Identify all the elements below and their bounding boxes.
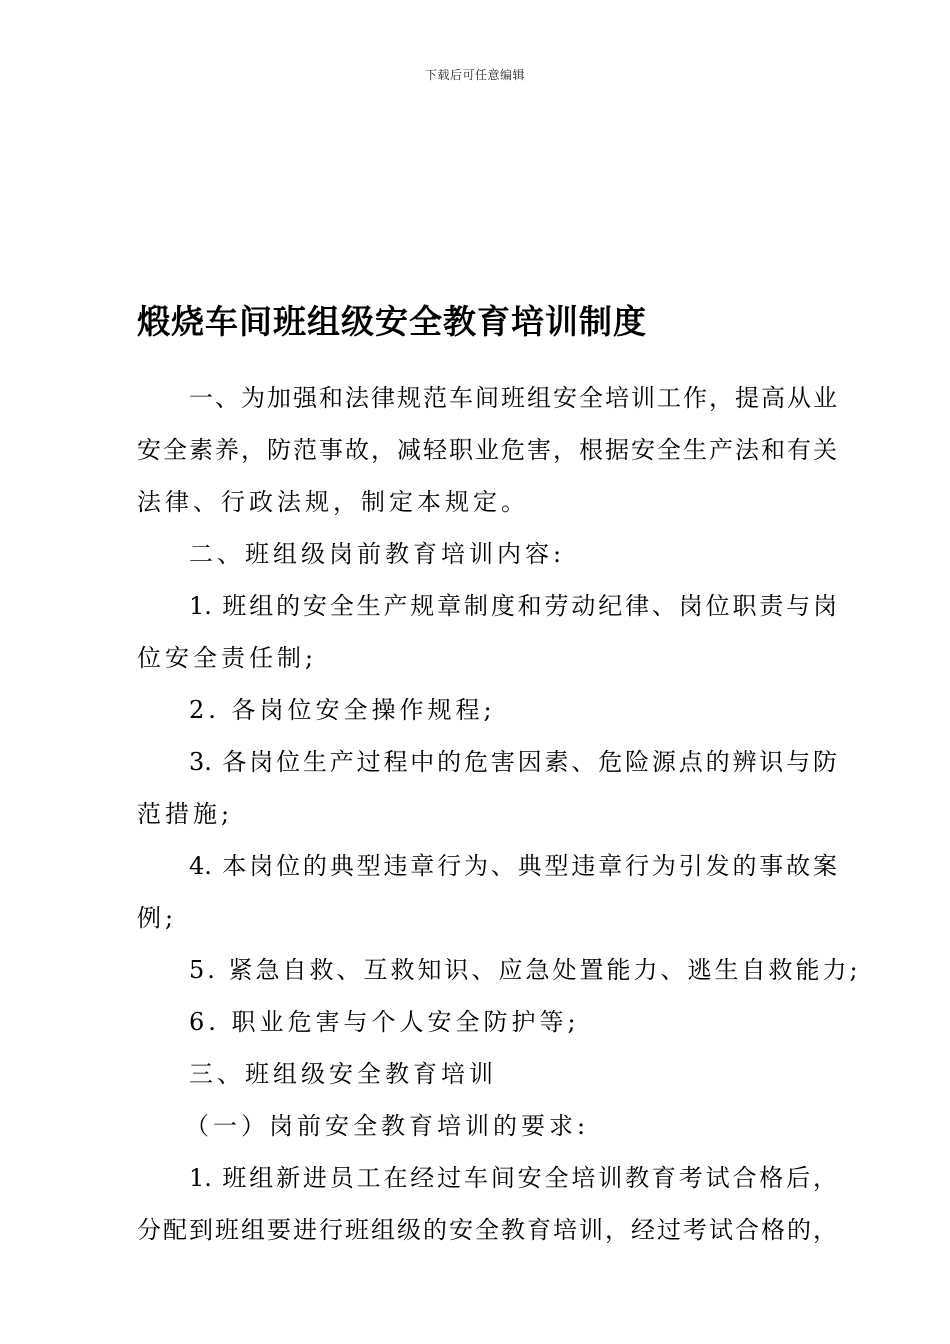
section-heading: 三、班组级安全教育培训 bbox=[189, 1060, 497, 1088]
list-item: 1. 班组新进员工在经过车间安全培训教育考试合格后， bbox=[189, 1164, 837, 1192]
paragraph-line: 一、为加强和法律规范车间班组安全培训工作，提高从业 bbox=[189, 384, 837, 412]
list-item-continuation: 位安全责任制; bbox=[137, 644, 318, 672]
list-item: 5. 紧急自救、互救知识、应急处置能力、逃生自救能力; bbox=[189, 956, 861, 984]
list-item-continuation: 例; bbox=[137, 904, 178, 932]
list-item-continuation: 范措施; bbox=[137, 800, 234, 828]
list-item-continuation: 分配到班组要进行班组级的安全教育培训，经过考试合格的， bbox=[137, 1216, 837, 1244]
document-body bbox=[137, 376, 861, 1260]
subsection-heading: （一）岗前安全教育培训的要求: bbox=[185, 1112, 590, 1140]
list-item: 2. 各岗位安全操作规程; bbox=[189, 696, 496, 724]
list-item: 1. 班组的安全生产规章制度和劳动纪律、岗位职责与岗 bbox=[189, 592, 837, 620]
section-heading: 二、班组级岗前教育培训内容: bbox=[189, 540, 566, 568]
paragraph-line: 安全素养，防范事故，减轻职业危害，根据安全生产法和有关 bbox=[137, 436, 837, 464]
list-item: 4. 本岗位的典型违章行为、典型违章行为引发的事故案 bbox=[189, 852, 837, 880]
paragraph-line: 法律、行政法规，制定本规定。 bbox=[137, 488, 529, 516]
document-title: 煅烧车间班组级安全教育培训制度 bbox=[137, 302, 647, 341]
list-item: 6. 职业危害与个人安全防护等; bbox=[189, 1008, 580, 1036]
header-note: 下载后可任意编辑 bbox=[424, 68, 525, 82]
list-item: 3. 各岗位生产过程中的危害因素、危险源点的辨识与防 bbox=[189, 748, 837, 776]
